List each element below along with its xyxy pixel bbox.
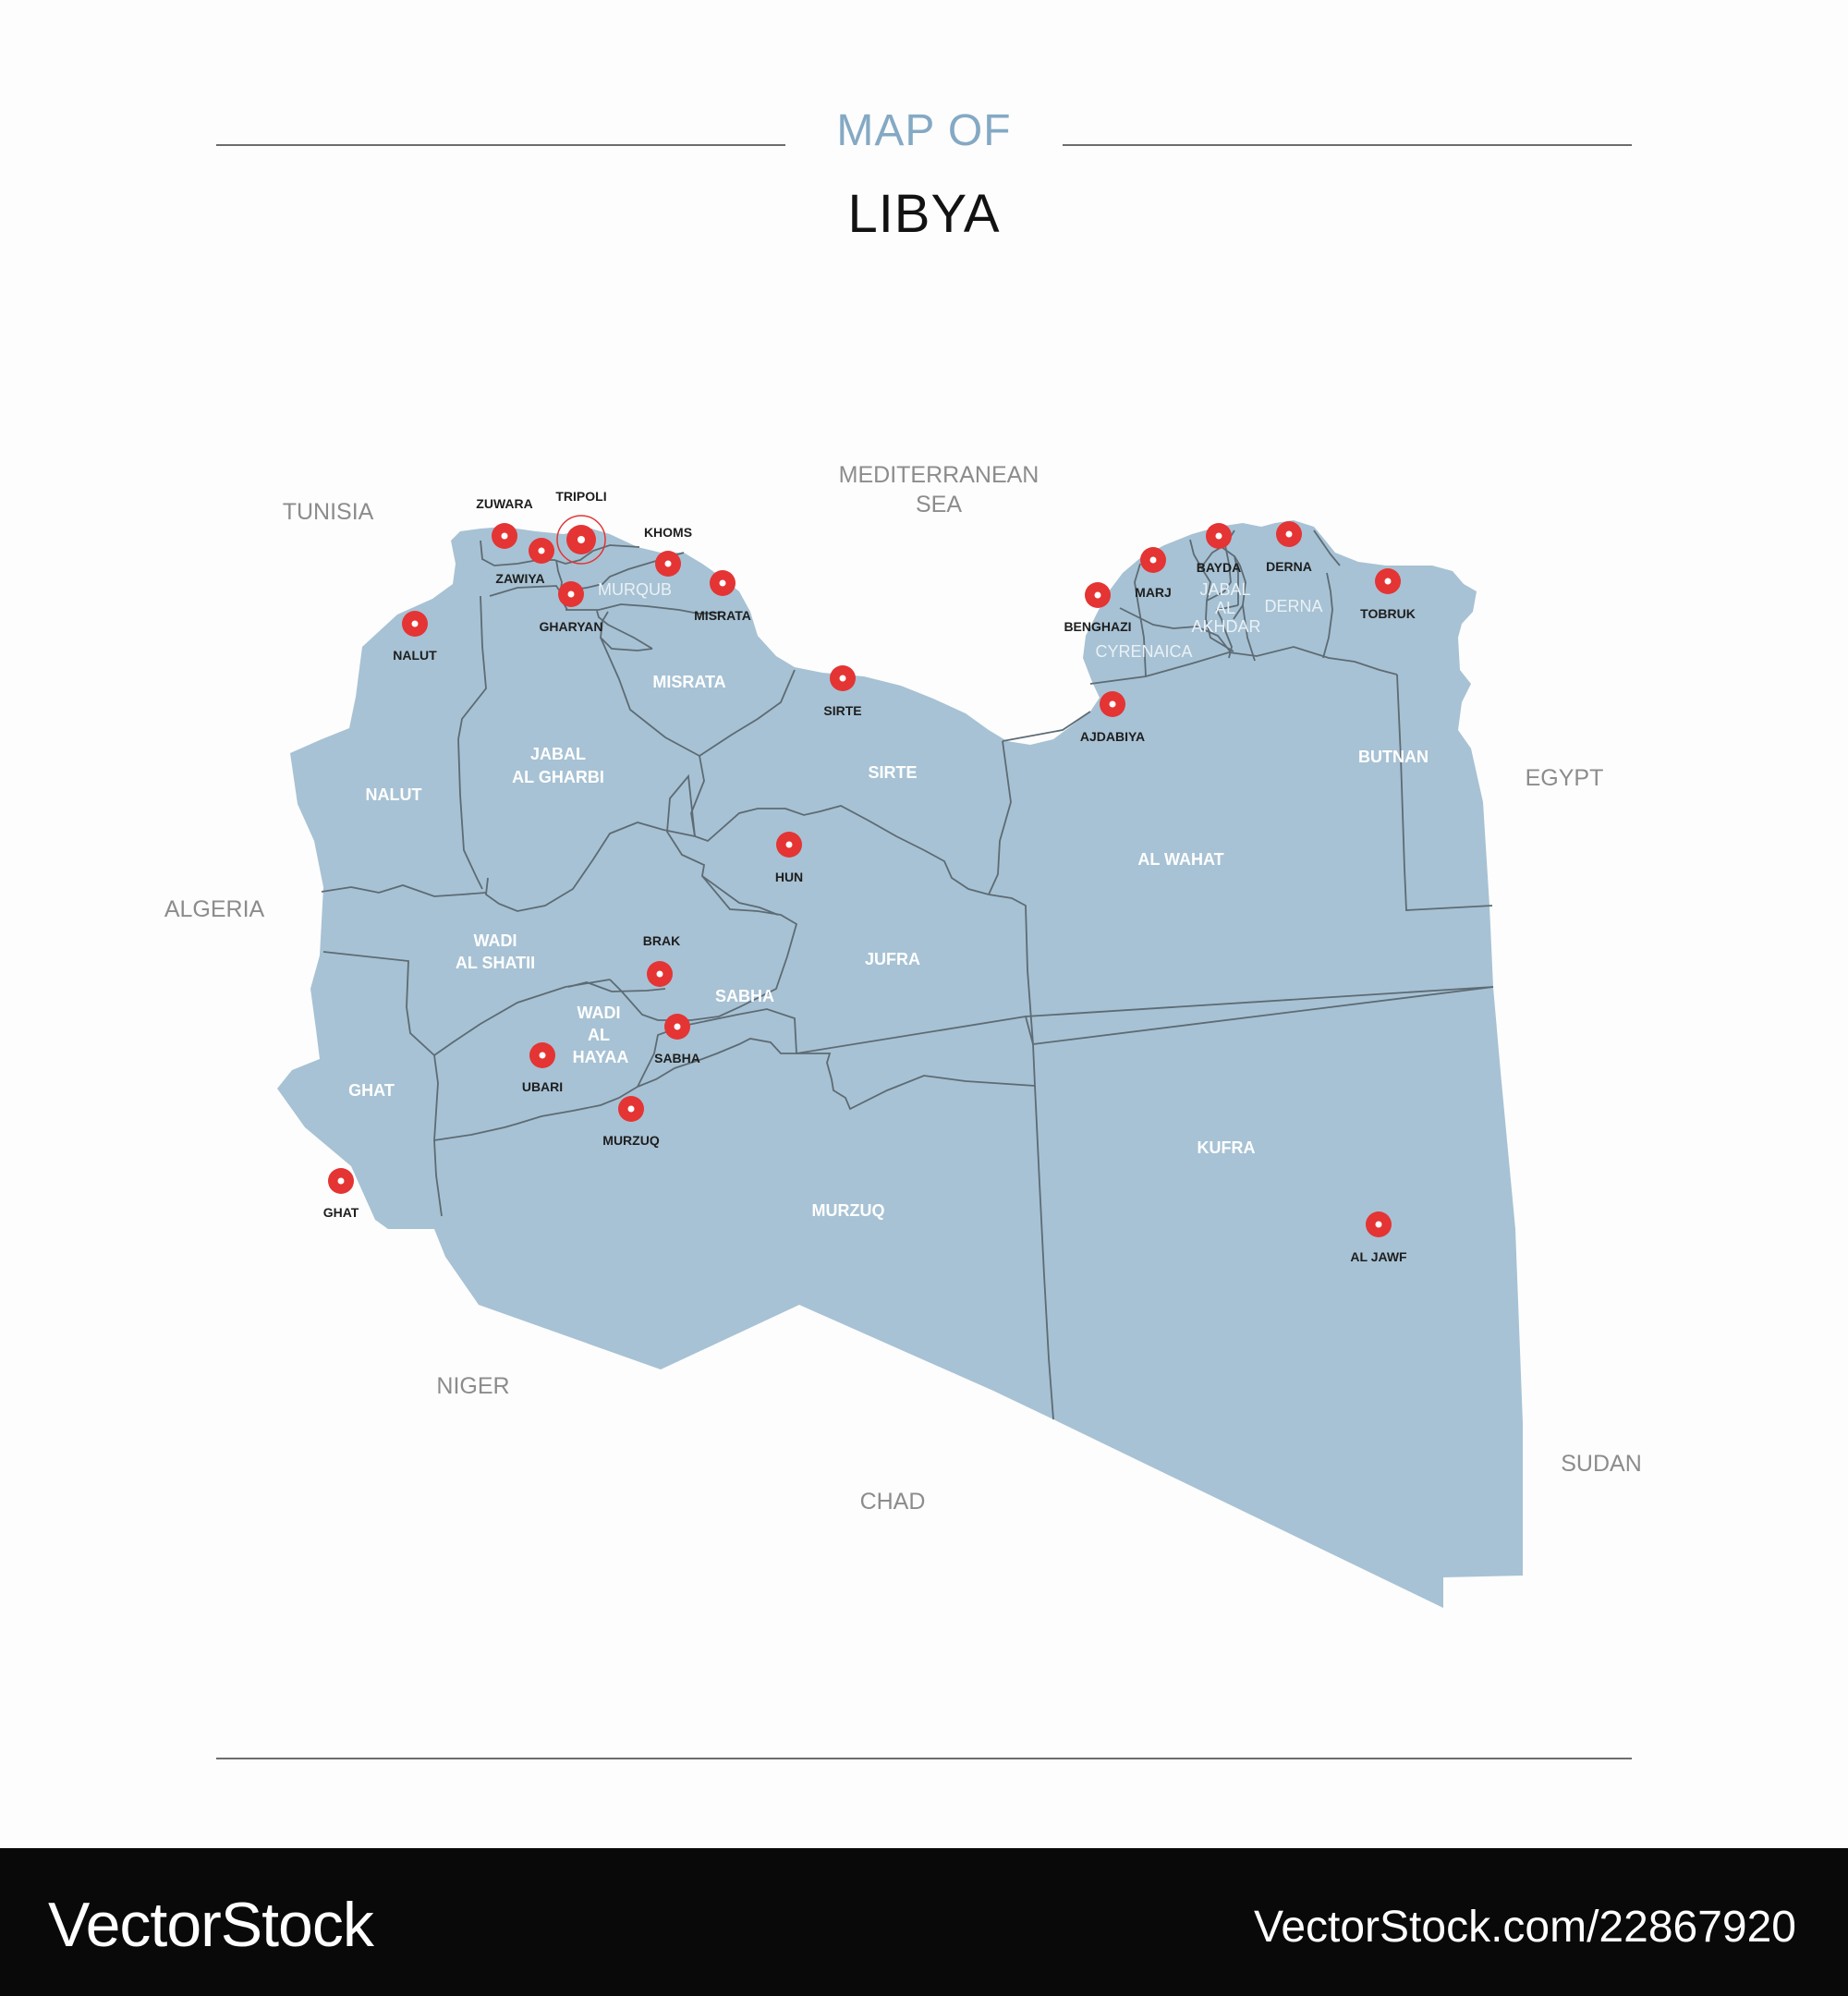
region-sabha: SABHA [714,987,775,1005]
city-label-brak: BRAK [642,933,681,948]
region-kufra: KUFRA [1197,1138,1256,1157]
city-label-bayda: BAYDA [1196,560,1242,575]
footer-brand-logo: VectorStock [48,1890,373,1960]
marker-brak[interactable] [647,961,673,987]
region-wadi-hayaa-1: WADI [577,1004,621,1022]
marker-nalut[interactable] [402,611,428,637]
marker-ajdabiya[interactable] [1100,691,1125,717]
city-label-benghazi: BENGHAZI [1064,619,1132,634]
city-label-tobruk: TOBRUK [1360,606,1416,621]
city-label-sirte: SIRTE [823,703,862,718]
region-derna: DERNA [1264,597,1323,615]
region-ghat: GHAT [348,1081,395,1100]
city-label-gharyan: GHARYAN [539,619,603,634]
marker-murzuq[interactable] [618,1096,644,1122]
neighbor-chad: CHAD [859,1489,926,1515]
region-nalut: NALUT [365,785,422,804]
region-misrata: MISRATA [652,673,726,691]
marker-misrata[interactable] [710,570,736,596]
region-butnan: BUTNAN [1358,748,1429,766]
bottom-rule [216,1758,1632,1759]
region-wadi-shatii-1: WADI [473,931,517,950]
region-sirte: SIRTE [868,763,918,782]
marker-marj[interactable] [1140,547,1166,573]
region-jufra: JUFRA [864,950,921,968]
marker-bayda[interactable] [1206,523,1232,549]
city-label-zuwara: ZUWARA [476,496,533,511]
region-wadi-hayaa-3: HAYAA [572,1048,629,1066]
region-wadi-shatii-2: AL SHATII [455,954,536,972]
city-label-tripoli: TRIPOLI [555,489,607,504]
map-title: LIBYA [847,184,1001,244]
city-label-ajdabiya: AJDABIYA [1079,729,1146,744]
region-al-wahat: AL WAHAT [1137,850,1224,869]
marker-sabha[interactable] [664,1014,690,1040]
region-jabal-gharbi-2: AL GHARBI [512,768,604,786]
city-label-al-jawf: AL JAWF [1350,1249,1407,1264]
neighbor-algeria: ALGERIA [164,896,265,922]
marker-benghazi[interactable] [1085,582,1111,608]
marker-khoms[interactable] [655,551,681,577]
marker-derna[interactable] [1276,521,1302,547]
marker-ubari[interactable] [529,1042,555,1068]
marker-tripoli[interactable] [566,525,596,554]
marker-zawiya[interactable] [529,538,554,564]
marker-al-jawf[interactable] [1366,1211,1392,1237]
city-label-murzuq: MURZUQ [602,1133,660,1148]
sea-label-line1: MEDITERRANEAN [838,462,1040,488]
neighbor-sudan: SUDAN [1561,1451,1642,1477]
neighbor-tunisia: TUNISIA [282,499,374,525]
city-label-hun: HUN [774,870,804,884]
city-label-marj: MARJ [1135,585,1172,600]
marker-gharyan[interactable] [558,581,584,607]
libya-land [277,520,1523,1608]
marker-sirte[interactable] [830,665,856,691]
region-jabal-akhdar-1: JABAL [1199,580,1251,599]
footer-url: VectorStock.com/22867920 [1253,1903,1796,1952]
marker-zuwara[interactable] [492,523,517,549]
city-label-zawiya: ZAWIYA [495,571,545,586]
region-cyrenaica: CYRENAICA [1095,642,1193,661]
region-jabal-akhdar-2: AL [1214,599,1236,617]
city-label-khoms: KHOMS [643,525,693,540]
city-label-misrata: MISRATA [694,608,751,623]
sea-label-line2: SEA [915,492,963,517]
city-label-ubari: UBARI [521,1079,564,1094]
region-murqub: MURQUB [598,580,672,599]
neighbor-niger: NIGER [436,1373,510,1399]
city-label-nalut: NALUT [393,648,437,663]
neighbor-egypt: EGYPT [1525,765,1604,791]
footer-bar [0,1848,1848,1996]
marker-ghat[interactable] [328,1168,354,1194]
region-wadi-hayaa-2: AL [588,1026,610,1044]
region-jabal-akhdar-3: AKHDAR [1191,617,1261,636]
city-label-ghat: GHAT [322,1205,359,1220]
marker-hun[interactable] [776,832,802,858]
city-label-derna: DERNA [1266,559,1312,574]
marker-tobruk[interactable] [1375,568,1401,594]
region-jabal-gharbi-1: JABAL [529,745,587,763]
region-murzuq: MURZUQ [811,1201,885,1220]
city-label-sabha: SABHA [654,1051,700,1065]
map-title-prefix: MAP OF [836,106,1012,155]
